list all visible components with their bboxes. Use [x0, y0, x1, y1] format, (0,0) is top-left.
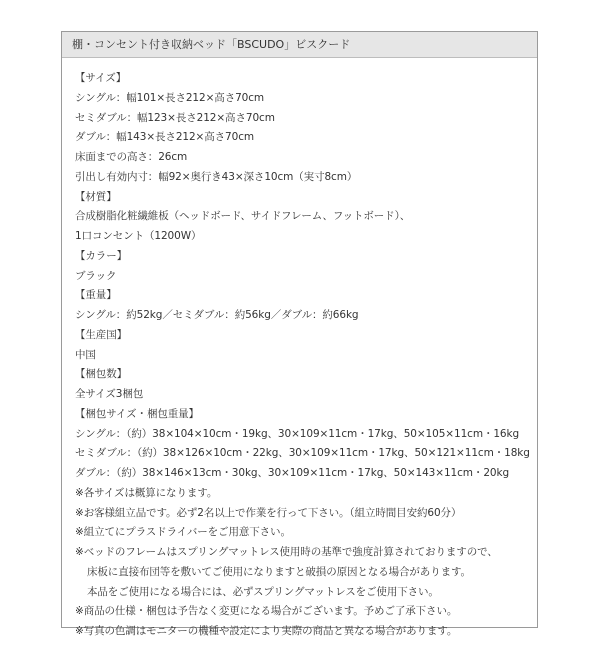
section-heading-origin: 【生産国】	[75, 328, 127, 341]
note-photo-color: ※写真の色調はモニターの機種や設定により実際の商品と異なる場合があります。	[75, 625, 458, 637]
color-value: ブラック	[75, 269, 117, 282]
outlet-text: 1口コンセント（1200W）	[75, 230, 202, 242]
section-heading-color: 【カラー】	[75, 249, 127, 262]
spec-content	[62, 58, 537, 642]
package-semi-double: セミダブル：（約）38×126×10cm・22kg、30×109×11cm・17kg、50×121×11cm・18kg	[75, 447, 530, 460]
size-double: ダブル：幅143×長さ212×高さ70cm	[75, 131, 255, 144]
spec-panel	[61, 31, 538, 637]
drawer-inner-size: 引出し有効内寸：幅92×奥行き43×深さ10cm（実寸8cm）	[75, 170, 358, 183]
note-screwdriver: ※組立てにプラスドライバーをご用意下さい。	[75, 526, 291, 539]
panel-title: 棚・コンセント付き収納ベッド「BSCUDO」ビスクード	[62, 32, 537, 58]
origin-value: 中国	[75, 348, 96, 361]
section-heading-material: 【材質】	[75, 190, 117, 203]
section-heading-weight: 【重量】	[75, 289, 117, 302]
section-heading-size: 【サイズ】	[75, 72, 127, 84]
floor-height: 床面までの高さ：26cm	[75, 151, 188, 163]
note-assembly: ※お客様組立品です。必ず2名以上で作業を行って下さい。（組立時間目安約60分）	[75, 506, 462, 519]
note-approximate: ※各サイズは概算になります。	[75, 486, 218, 499]
weight-values: シングル：約52kg／セミダブル：約56kg／ダブル：約66kg	[75, 309, 359, 321]
note-frame-strength-cont-2: 本品をご使用になる場合には、必ずスプリングマットレスをご使用下さい。	[87, 585, 439, 598]
material-text: 合成樹脂化粧繊維板（ヘッドボード、サイドフレーム、フットボード）、	[75, 210, 411, 223]
size-single: シングル：幅101×長さ212×高さ70cm	[75, 91, 265, 104]
note-frame-strength-cont: 床板に直接布団等を敷いてご使用になりますと破損の原因となる場合があります。	[87, 565, 471, 578]
note-frame-strength: ※ベッドのフレームはスプリングマットレス使用時の基準で強度計算されておりますので、	[75, 546, 498, 558]
section-heading-package-size: 【梱包サイズ・梱包重量】	[75, 407, 199, 420]
section-heading-package-count: 【梱包数】	[75, 368, 127, 381]
note-spec-change: ※商品の仕様・梱包は予告なく変更になる場合がございます。予めご了承下さい。	[75, 605, 458, 618]
package-single: シングル：（約）38×104×10cm・19kg、30×109×11cm・17kg、50×105×11cm・16kg	[75, 427, 520, 440]
size-semi-double: セミダブル：幅123×長さ212×高さ70cm	[75, 111, 275, 124]
package-count-value: 全サイズ3梱包	[75, 388, 144, 400]
package-double: ダブル：（約）38×146×13cm・30kg、30×109×11cm・17kg、50×143×11cm・20kg	[75, 467, 510, 479]
